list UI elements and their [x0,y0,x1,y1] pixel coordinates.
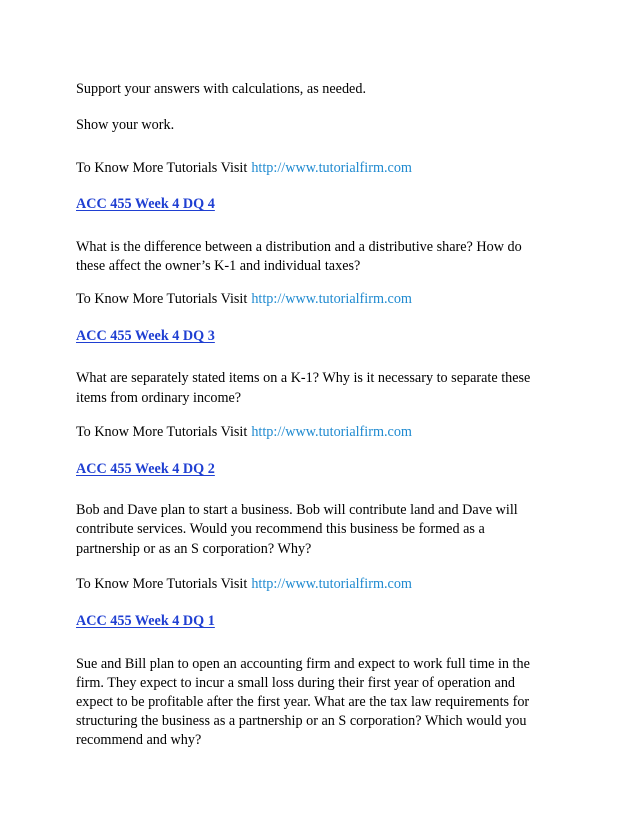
promo-text: To Know More Tutorials Visit [76,291,248,307]
section-title-dq3[interactable]: ACC 455 Week 4 DQ 3 [76,328,215,344]
section-body-line: contribute services. Would you recommend this business be formed as a [76,521,485,537]
section-title-dq4[interactable]: ACC 455 Week 4 DQ 4 [76,196,215,212]
promo-text: To Know More Tutorials Visit [76,160,248,176]
section-body-line: structuring the business as a partnership or an S corporation? Which would you [76,713,527,729]
promo-link[interactable]: http://www.tutorialfirm.com [251,160,412,176]
promo-line [76,422,412,442]
promo-line [76,289,412,309]
section-title-dq2[interactable]: ACC 455 Week 4 DQ 2 [76,461,215,477]
intro-line-1: Support your answers with calculations, as needed. [76,81,366,97]
section-body-line: What is the difference between a distribution and a distributive share? How do [76,239,522,255]
section-body-line: Sue and Bill plan to open an accounting firm and expect to work full time in the [76,656,530,672]
section-title-dq1[interactable]: ACC 455 Week 4 DQ 1 [76,613,215,629]
intro-line-2: Show your work. [76,117,175,133]
section-body-line: firm. They expect to incur a small loss during their first year of operation and [76,675,516,691]
promo-link[interactable]: http://www.tutorialfirm.com [251,291,412,307]
section-body-line: partnership or as an S corporation? Why? [76,541,312,557]
section-body-line: What are separately stated items on a K-1? Why is it necessary to separate these [76,370,531,386]
section-body-line: items from ordinary income? [76,390,242,406]
section-body-line: Bob and Dave plan to start a business. Bob will contribute land and Dave will [76,502,518,518]
section-body-line: recommend and why? [76,732,202,748]
section-body-line: expect to be profitable after the first year. What are the tax law requirements for [76,694,530,710]
promo-link[interactable]: http://www.tutorialfirm.com [251,576,412,592]
promo-link[interactable]: http://www.tutorialfirm.com [251,424,412,440]
promo-text: To Know More Tutorials Visit [76,576,248,592]
promo-text: To Know More Tutorials Visit [76,424,248,440]
section-body-line: these affect the owner’s K-1 and individual taxes? [76,258,361,274]
promo-line [76,158,412,178]
promo-line [76,574,412,594]
